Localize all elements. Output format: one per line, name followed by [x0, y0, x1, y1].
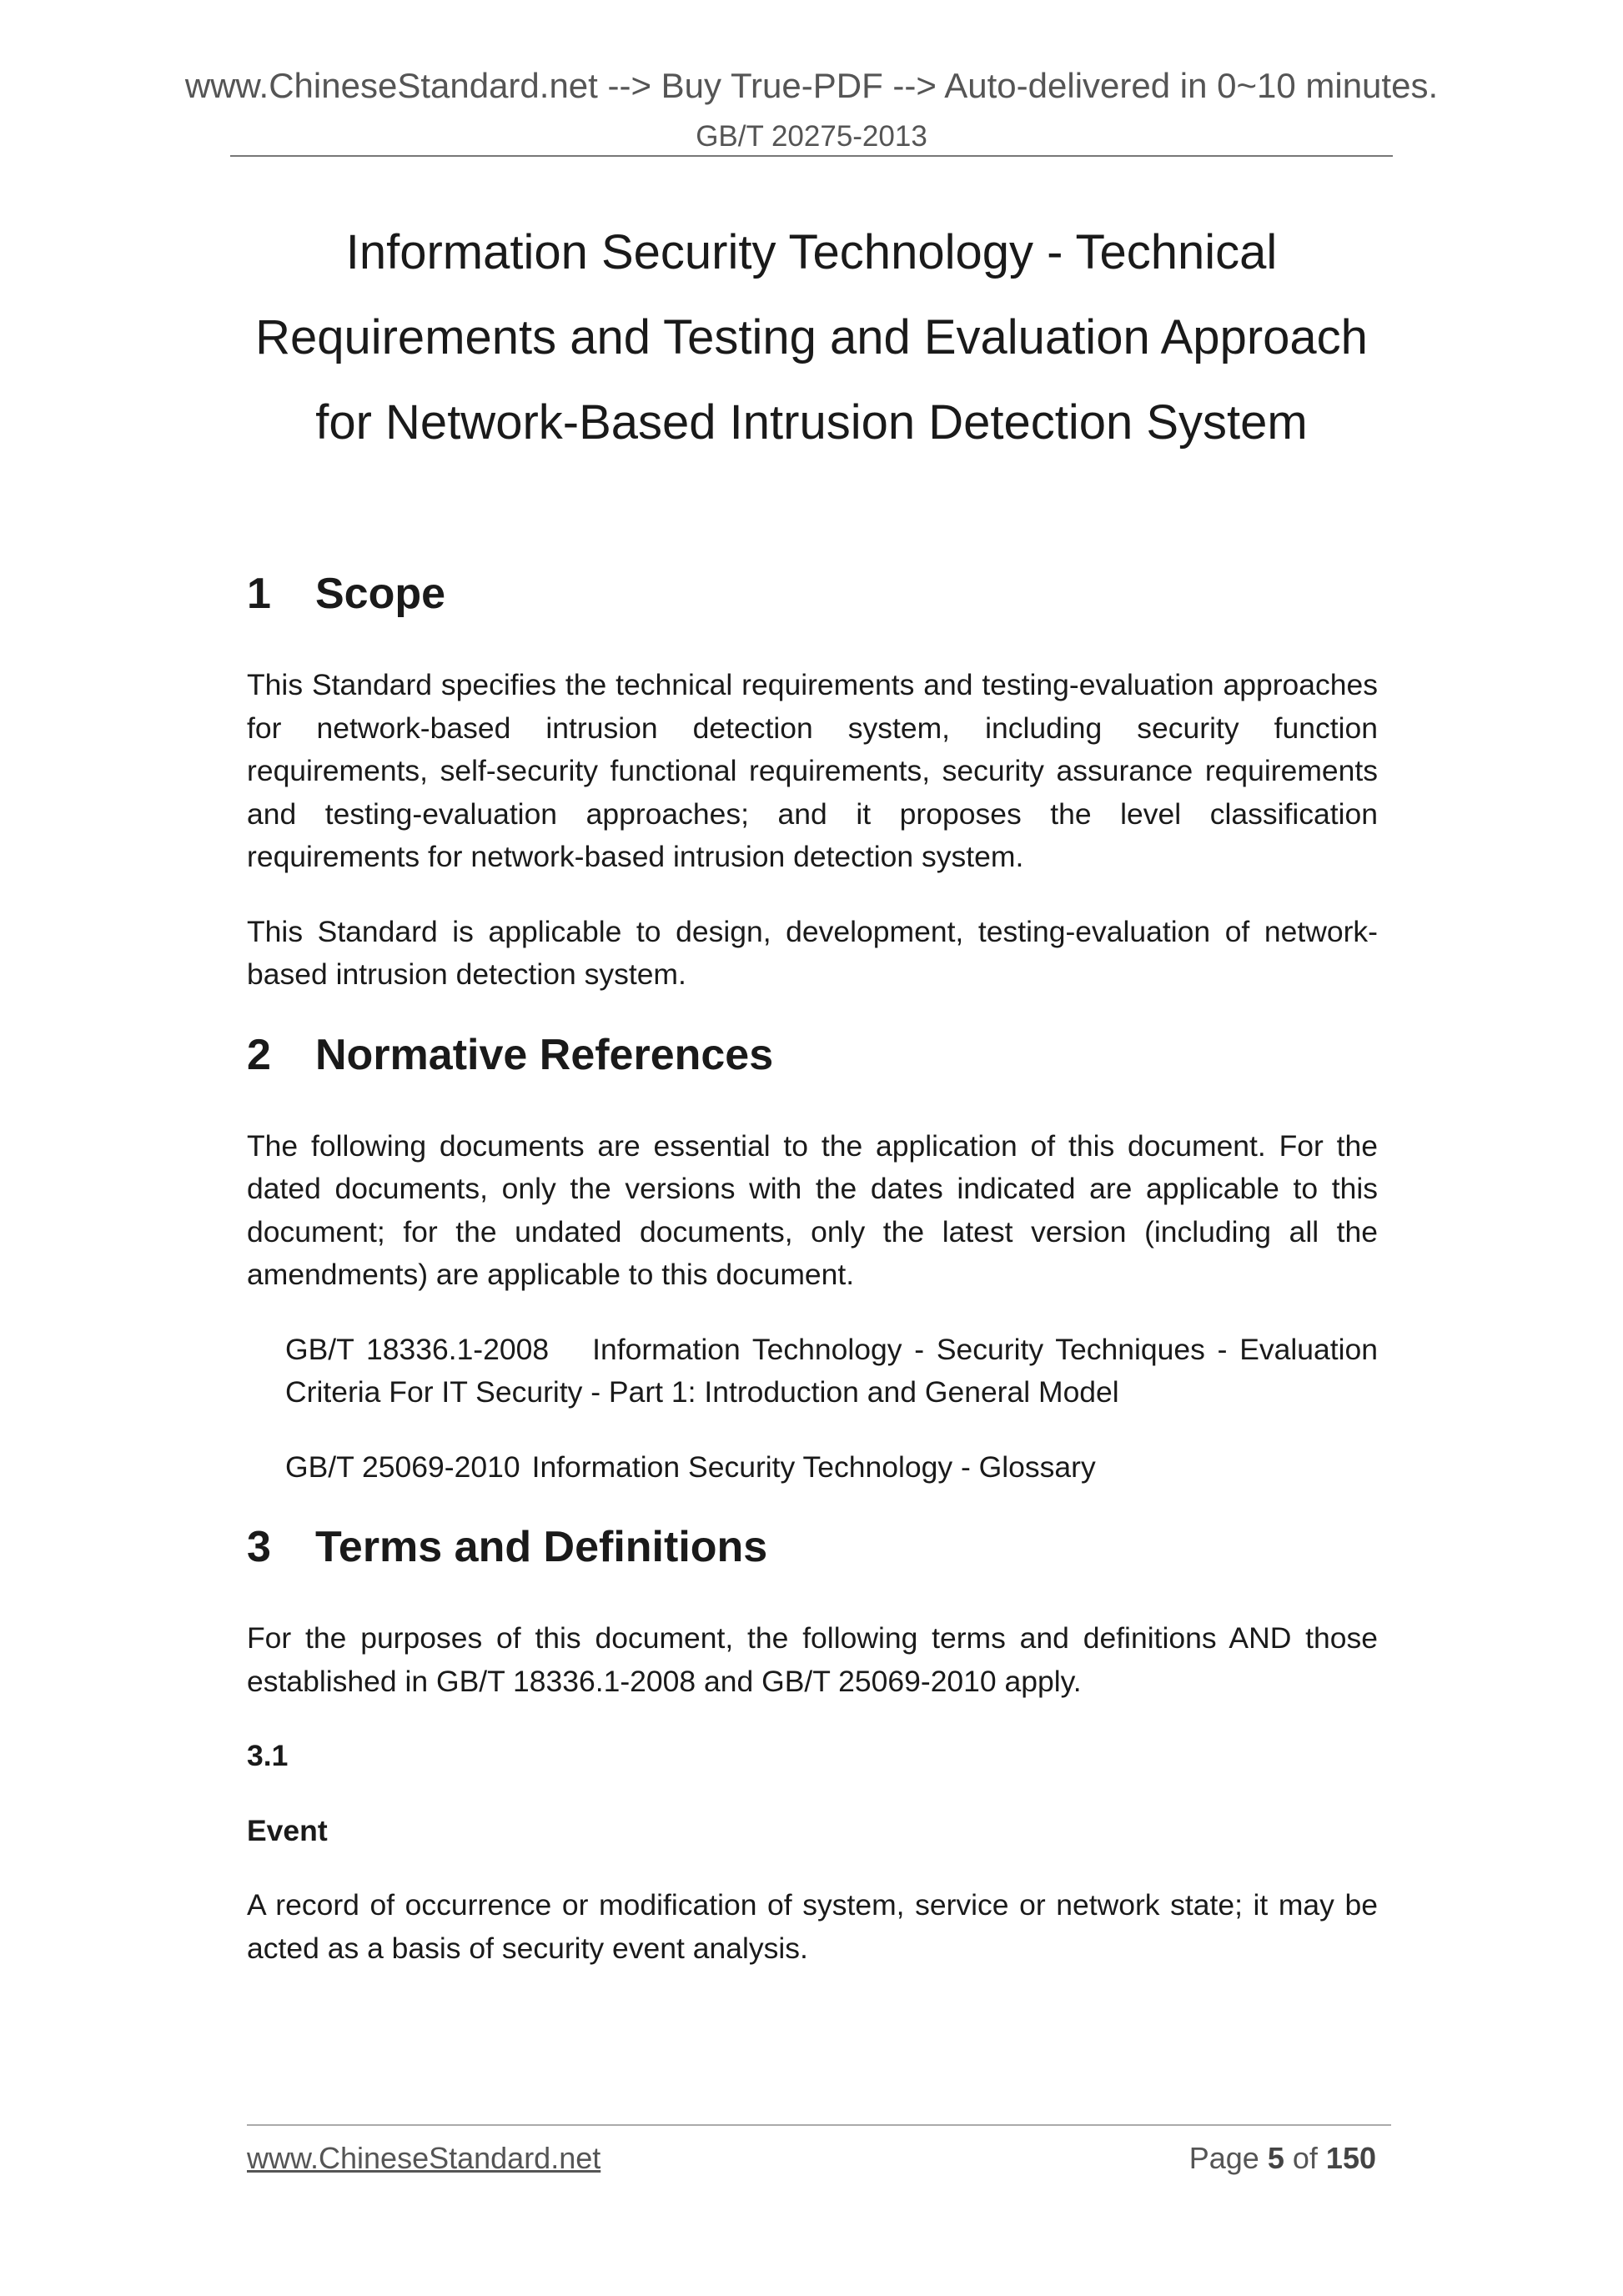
- section-title: Scope: [315, 570, 446, 618]
- reference-code: GB/T 18336.1-2008: [285, 1332, 550, 1366]
- document-title: [230, 210, 1393, 465]
- reference-item: [285, 1446, 1378, 1490]
- top-banner: www.ChineseStandard.net --> Buy True-PDF --> Auto-delivered in 0~10 minutes.: [184, 66, 1439, 105]
- current-page-number: 5: [1267, 2141, 1284, 2175]
- reference-code: GB/T 25069-2010: [285, 1449, 520, 1484]
- section-title: Normative References: [315, 1030, 774, 1079]
- total-pages-number: 150: [1325, 2141, 1376, 2175]
- header-divider: [230, 155, 1393, 157]
- title-line-3: for Network-Based Intrusion Detection System: [315, 395, 1308, 450]
- scope-paragraph-2: This Standard is applicable to design, development, testing-evaluation of network-based intrusion detection system.: [247, 914, 1378, 991]
- section-heading-terms: [247, 1520, 1378, 1574]
- page-indicator: [1189, 2140, 1376, 2177]
- references-paragraph: The following documents are essential to the application of this document. For the dated documents, only the versions with the dates indicated are applicable to this document; for the undated documents, only the latest version (including all the amendments) are applicable to this document.: [247, 1128, 1378, 1291]
- document-body: [247, 567, 1378, 2002]
- reference-title: Information Technology - Security Techniques - Evaluation Criteria For IT Security - Part 1: Introduction and General Model: [285, 1332, 1378, 1409]
- section-number: 3: [247, 1523, 271, 1571]
- page-of-label: of: [1292, 2141, 1318, 2175]
- section-title: Terms and Definitions: [315, 1523, 768, 1571]
- term-definition: A record of occurrence or modification of system, service or network state; it may be acted as a basis of security event analysis.: [247, 1888, 1378, 1965]
- section-number: 2: [247, 1030, 271, 1079]
- section-number: 1: [247, 570, 271, 618]
- document-id: GB/T 20275-2013: [696, 120, 927, 153]
- reference-title: Information Security Technology - Glossary: [531, 1449, 1096, 1484]
- page-label: Page: [1188, 2141, 1259, 2175]
- scope-paragraph-1: This Standard specifies the technical requirements and testing-evaluation approaches for network-based intrusion detection system, including security function requirements, self-security functional requirements, security assurance requirements and testing-evaluation approaches; and it proposes the level classification requirements for network-based intrusion detection system.: [247, 668, 1378, 873]
- section-heading-scope: [247, 567, 1378, 620]
- title-line-1: Information Security Technology - Technical: [345, 225, 1278, 279]
- term-number: 3.1: [247, 1739, 289, 1772]
- section-heading-references: [247, 1028, 1378, 1082]
- title-line-2: Requirements and Testing and Evaluation Approach: [255, 310, 1368, 364]
- footer-divider: [247, 2124, 1391, 2126]
- terms-paragraph: For the purposes of this document, the following terms and definitions AND those established in GB/T 18336.1-2008 and GB/T 25069-2010 apply.: [247, 1621, 1378, 1698]
- term-name: Event: [247, 1813, 328, 1847]
- reference-item: [285, 1329, 1378, 1414]
- footer-website-link[interactable]: www.ChineseStandard.net: [247, 2141, 601, 2175]
